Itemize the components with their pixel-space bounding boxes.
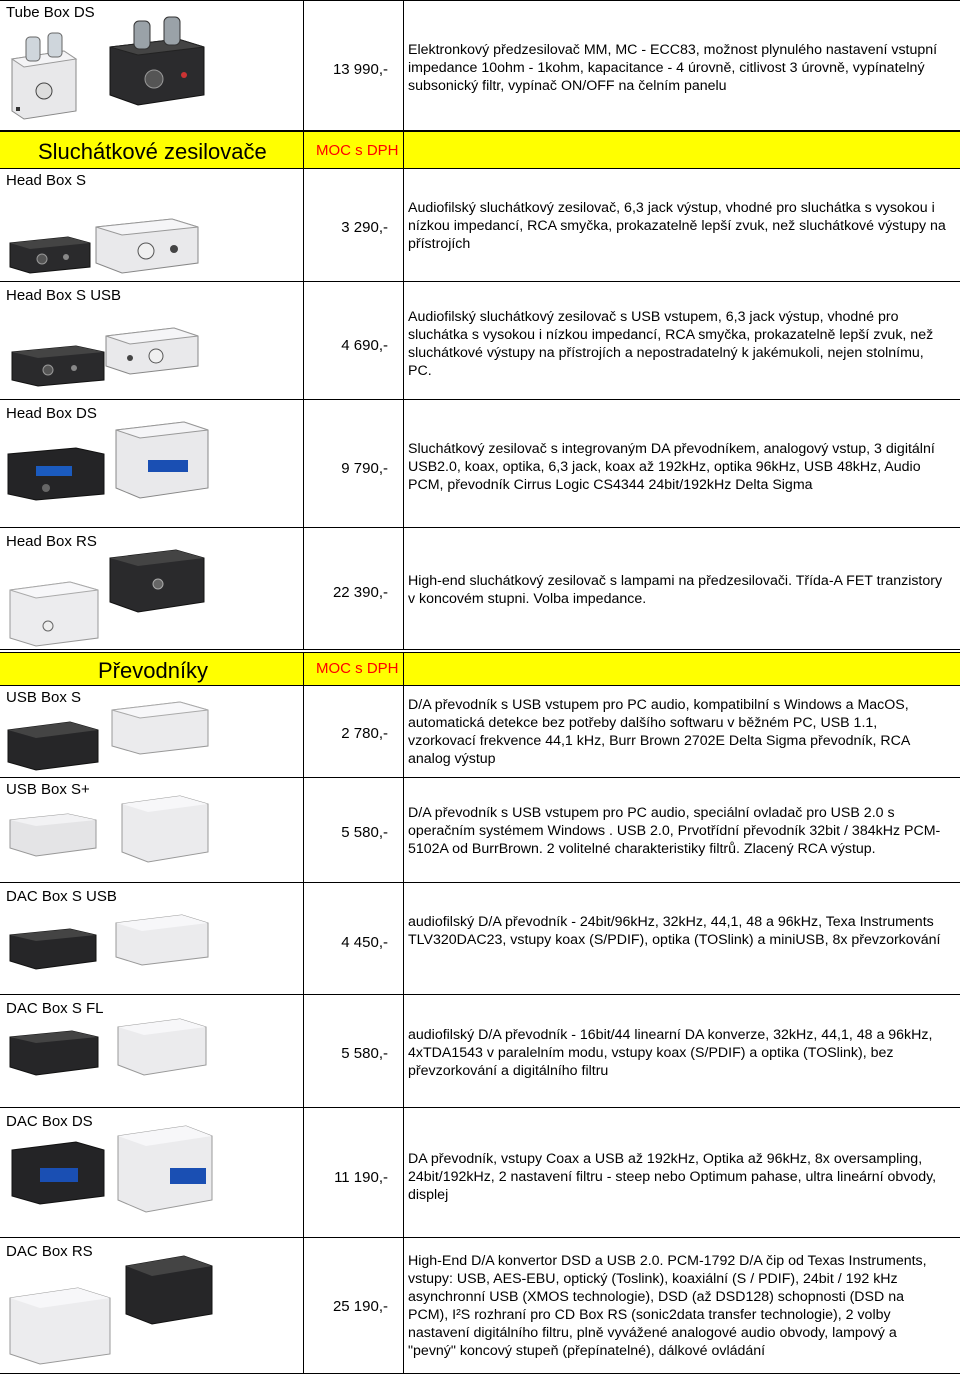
price-column-header: MOC s DPH [316,660,399,677]
product-image [116,1015,208,1077]
product-image [8,1025,100,1077]
product-description: High-end sluchátkový zesilovač s lampami na předzesilovači. Třída-A FET tranzistory v koncovém stupni. Volba impedance. [408,573,943,607]
product-image [10,1138,106,1206]
product-image [108,544,206,616]
table-row [0,400,960,528]
product-image [114,911,210,967]
product-name: USB Box S+ [6,781,90,798]
product-name: Head Box RS [6,533,97,550]
product-name: Tube Box DS [6,4,95,21]
section-header-converters [0,652,960,686]
table-row [0,1238,960,1374]
product-name: DAC Box S USB [6,888,117,905]
product-image [8,923,98,971]
section-title: Sluchátkové zesilovače [38,139,267,164]
section-header-headphone-amps [0,131,960,169]
product-image [8,1278,112,1366]
table-row [0,528,960,650]
table-row [0,883,960,995]
table-row [0,0,960,131]
product-image [8,576,100,648]
section-title: Převodníky [98,658,209,683]
price-column-header: MOC s DPH [316,142,399,159]
product-price: 25 190,- [332,1298,388,1315]
product-image [6,11,112,123]
product-price: 2 780,- [341,725,388,742]
product-image [110,696,210,756]
product-name: DAC Box RS [6,1243,93,1260]
product-name: Head Box S USB [6,287,122,304]
product-image [120,794,210,864]
product-image [114,420,210,500]
product-description: Elektronkový předzesilovač MM, MC - ECC83, možnost plynulého nastavení vstupní impedance 10ohm - 1kohm, kapacitance - 4 úrovně, citlivost 3 úrovně, vypínatelný subsonický filtr, vypínač ON/OFF na čelním panelu [408,42,938,94]
product-image [8,808,98,858]
product-image [6,444,106,502]
product-name: Head Box DS [6,405,97,422]
product-image [104,318,200,376]
table-row [0,1108,960,1238]
product-name: Head Box S [6,172,87,189]
product-name: DAC Box S FL [6,1000,104,1017]
product-image [10,338,106,388]
product-image [6,716,100,772]
product-image [108,9,208,109]
product-description: DA převodník, vstupy Coax a USB až 192kHz, Optika až 96kHz, 8x oversampling, 24bit/192kHz, 2 nastavení filtru - steep nebo Optimum pahase, ultra lineární obvody, displej [408,1151,937,1203]
table-row [0,282,960,400]
product-description: Audiofilský sluchátkový zesilovač s USB vstupem, 6,3 jack výstup, vhodné pro sluchátka s vysokou i nízkou impedancí, RCA smyčka, prokazatelně lepší zvuk, než sluchátkové výstupy na přístrojích a nepostradatelný k jakémukoli, nejen stolnímu, PC. [408,309,934,379]
table-row [0,169,960,282]
product-image [124,1252,214,1326]
table-row [0,995,960,1108]
product-image [116,1122,214,1214]
product-description: High-End D/A konvertor DSD a USB 2.0. PCM-1792 D/A čip od Texas Instruments, vstupy: USB, AES-EBU, optický (Toslink), koaxiální (S / PDIF), 24bit / 192 kHz asynchronní USB (XMOS technologie), DSD (až DSD128) schopnosti (DSD na PCM), I²S rozhraní pro CD Box RS (sonic2data transfer technologie), 2 volby nastavení digitálního filtru, plně vyvážené analogové audio obvody, lampový a "pevný" koncový stupeň (přepínatelné), dálkové ovládání [408,1253,927,1359]
product-price: 9 790,- [341,460,388,477]
product-description: Audiofilský sluchátkový zesilovač, 6,3 jack výstup, vhodné pro sluchátka s vysokou i nízkou impedancí, RCA smyčka, prokazatelně lepší zvuk, než sluchátkové výstupy na přístrojích [408,200,946,252]
product-image [8,227,92,275]
table-row [0,778,960,883]
product-description: D/A převodník s USB vstupem pro PC audio, speciální ovladač pro USB 2.0 s operačním systémem Windows . USB 2.0, Prvotřídní převodník 32bit / 384kHz PCM-5102A od BurrBrown. 2 volitelné charakteristiky filtrů. Zlacený RCA výstup. [408,805,941,857]
product-name: USB Box S [6,689,82,706]
table-row [0,686,960,778]
product-description: D/A převodník s USB vstupem pro PC audio, kompatibilní s Windows a MacOS, automatická detekce bez potřeby dalšího softwaru v běžném PC, USB 1.1, vzorkovací frekvence 44,1 kHz, Burr Brown 2702E Delta Sigma převodník, RCA analog výstup [408,697,910,767]
product-price: 13 990,- [332,61,388,78]
product-price: 22 390,- [332,584,388,601]
product-name: DAC Box DS [6,1113,93,1130]
product-description: audiofilský D/A převodník - 16bit/44 linearní DA konverze, 32kHz, 44,1, 48 a 96kHz, 4xTDA1543 v paralelním modu, vstupy koax (S/PDIF) a optika (TOSlink), bez převzorkování a digitálního filtru [408,1027,933,1079]
product-price: 5 580,- [341,1045,388,1062]
product-description: Sluchátkový zesilovač s integrovaným DA převodníkem, analogový vstup, 3 digitální USB2.0, koax, optika, 6,3 jack, koax až 192kHz, optika 96kHz, USB 48kHz, Audio PCM, převodník Cirrus Logic CS4344 24bit/192kHz Delta Sigma [408,441,935,493]
product-price: 4 450,- [341,934,388,951]
product-price: 4 690,- [341,337,388,354]
product-price: 11 190,- [334,1169,388,1186]
product-price: 5 580,- [341,824,388,841]
product-image [94,205,200,275]
product-price: 3 290,- [341,219,388,236]
product-description: audiofilský D/A převodník - 24bit/96kHz, 32kHz, 44,1, 48 a 96kHz, Texa Instruments TLV320DAC23, vstupy koax (S/PDIF), optika (TOSlink) a miniUSB, 8x převzorkování [408,914,941,948]
